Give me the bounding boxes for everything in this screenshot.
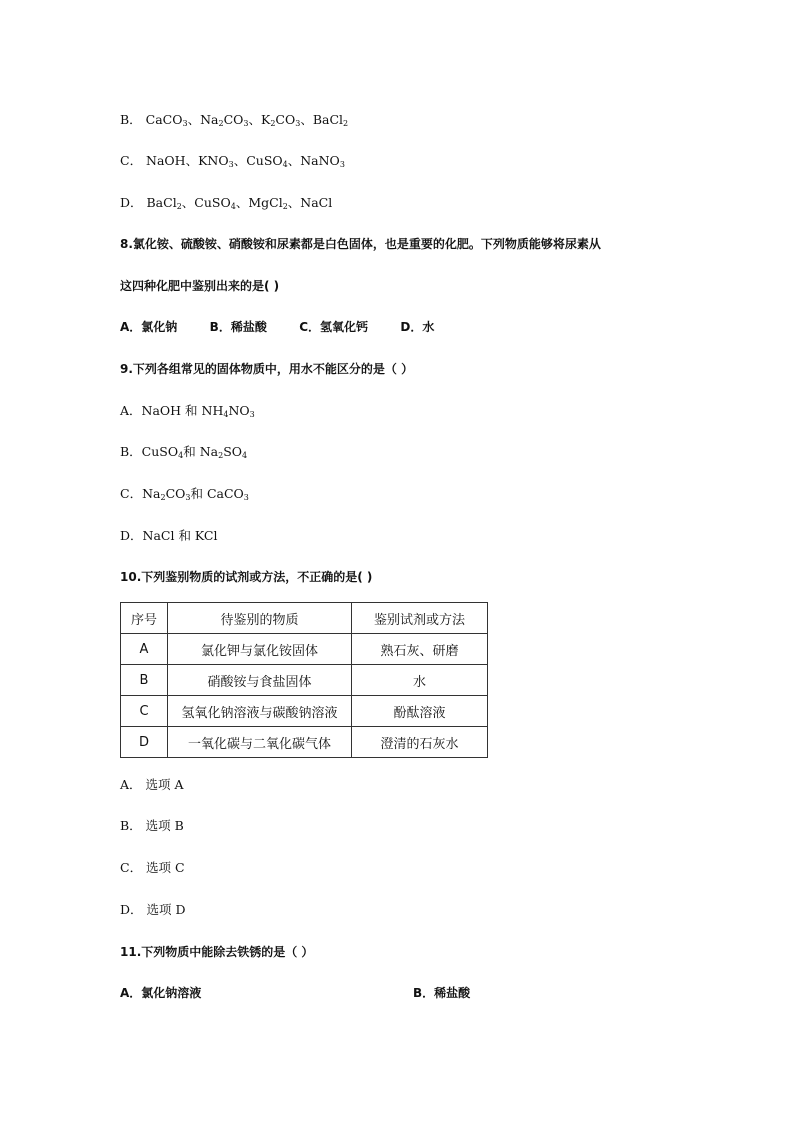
table-cell: A <box>121 634 168 665</box>
table-row <box>121 696 488 727</box>
q7-option-c: C． NaOH、$KNO_3$、CuSO$_4$、NaNO$_3$ <box>120 153 345 169</box>
q8-option-c: C．氢氧化钙 <box>299 320 369 334</box>
table-row <box>121 665 488 696</box>
q8-stem-line2: 这四种化肥中鉴别出来的是( ) <box>120 279 280 293</box>
q10-option-b: B． 选项 B <box>120 818 184 833</box>
q9-stem: 9.下列各组常见的固体物质中，用水不能区分的是（ ） <box>120 362 414 376</box>
table-cell: 酚酞溶液 <box>352 696 488 727</box>
q10-option-a: A． 选项 A <box>120 777 184 792</box>
q9-option-c: C．$Na_2CO_3$和 CaCO$_3$ <box>120 486 249 502</box>
table-row <box>121 727 488 758</box>
table-cell: 水 <box>352 665 488 696</box>
table-cell: 熟石灰、研磨 <box>352 634 488 665</box>
q8-option-a: A．氯化钠 <box>120 320 178 334</box>
q10-stem: 10.下列鉴别物质的试剂或方法，不正确的是( ) <box>120 570 373 584</box>
table-header-cell: 序号 <box>121 603 168 634</box>
q10-table <box>120 602 488 758</box>
table-cell: 氢氧化钠溶液与碳酸钠溶液 <box>168 696 352 727</box>
table-cell: D <box>121 727 168 758</box>
table-cell: B <box>121 665 168 696</box>
table-cell: 一氧化碳与二氧化碳气体 <box>168 727 352 758</box>
q10-option-c: C． 选项 C <box>120 860 185 875</box>
q8-option-b: B．稀盐酸 <box>209 320 267 334</box>
table-cell: 硝酸铵与食盐固体 <box>168 665 352 696</box>
q11-stem: 11.下列物质中能除去铁锈的是（ ） <box>120 945 314 959</box>
table-cell: C <box>121 696 168 727</box>
q7-option-d: D． BaCl$_2$、CuSO$_4$、MgCl$_2$、NaCl <box>120 195 333 211</box>
q9-option-a: A．NaOH 和 $NH_4NO_3$ <box>120 403 255 419</box>
q8-stem-line1: 8.氯化铵、硫酸铵、硝酸铵和尿素都是白色固体，也是重要的化肥。下列物质能够将尿素从 <box>120 237 601 251</box>
q11-option-b: B．稀盐酸 <box>413 986 471 1000</box>
q8-options <box>120 319 434 335</box>
table-header-cell: 鉴别试剂或方法 <box>352 603 488 634</box>
q9-option-b: B．CuSO$_4$和 $Na_2SO_4$ <box>120 444 248 460</box>
q8-option-d: D．水 <box>400 320 435 334</box>
q9-option-d: D．NaCl 和 KCl <box>120 528 218 543</box>
table-row <box>121 634 488 665</box>
table-header-cell: 待鉴别的物质 <box>168 603 352 634</box>
q11-option-a: A．氯化钠溶液 <box>120 986 202 1000</box>
table-header-row <box>121 603 488 634</box>
q7-option-b: B． CaCO$_3$、$Na_2CO_3$、$K_2CO_3$、BaCl$_2$ <box>120 112 349 128</box>
table-cell: 氯化钾与氯化铵固体 <box>168 634 352 665</box>
table-cell: 澄清的石灰水 <box>352 727 488 758</box>
q10-option-d: D． 选项 D <box>120 902 186 917</box>
